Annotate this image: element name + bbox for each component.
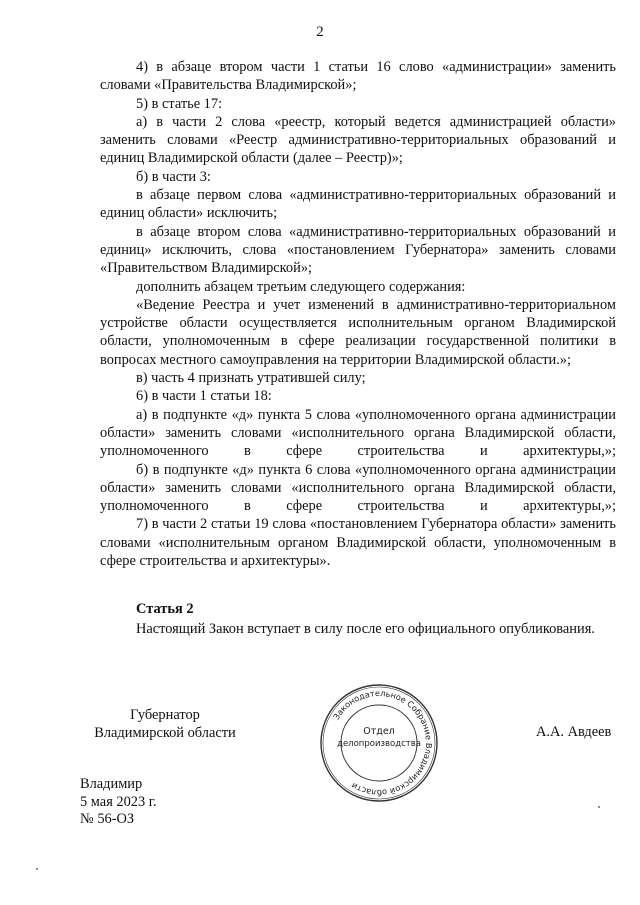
article-2-heading: Статья 2 [136, 601, 194, 617]
signer-title [80, 706, 250, 743]
paragraph: дополнить абзацем третьим следующего содержания: [136, 278, 466, 295]
article-2-text: Настоящий Закон вступает в силу после его официального опубликования. [136, 621, 595, 637]
paragraph: «Ведение Реестра и учет изменений в административно-территориальном устройстве области осуществляется исполнительным органом Владимирской области, уполномоченным в сфере реализации государственной политики в вопросах местного самоуправления на территории Владимирской области.»; [100, 296, 616, 368]
page-number: 2 [316, 24, 324, 40]
scan-speck [598, 806, 600, 808]
paragraph: б) в подпункте «д» пункта 6 слова «уполномоченного органа администрации области» заменить словами «исполнительного органа Владимирской области, уполномоченного в сфере строительства и архитектуры,»; [100, 461, 616, 515]
paragraph: б) в части 3: [136, 168, 211, 185]
paragraph: в абзаце втором слова «административно-территориальных образований и единиц» исключить, слова «постановлением Губернатора» заменить словами «Правительством Владимирской»; [100, 223, 616, 277]
signer-title-line1: Губернатор [130, 707, 200, 723]
article-2-body [100, 620, 616, 638]
official-stamp [318, 682, 440, 804]
scan-speck [36, 868, 38, 870]
law-number: № 56-ОЗ [80, 811, 135, 827]
signer-name: А.А. Авдеев [536, 724, 612, 740]
paragraph: 7) в части 2 статьи 19 слова «постановлением Губернатора области» заменить словами «исполнительным органом Владимирской области, уполномоченным в сфере строительства и архитектуры». [100, 516, 616, 570]
city: Владимир [80, 776, 143, 792]
paragraph: а) в части 2 слова «реестр, который ведется администрацией области» заменить словами «Реестр административно-территориальных образований и единиц Владимирской области (далее – Реестр)»; [100, 113, 616, 167]
signer-title-line2: Владимирской области [94, 725, 236, 742]
stamp-ring-text: Законодательное Собрание Владимирской области [330, 687, 435, 799]
paragraph: а) в подпункте «д» пункта 5 слова «уполномоченного органа администрации области» заменить словами «исполнительного органа Владимирской области, уполномоченного в сфере строительства и архитектуры,»; [100, 406, 616, 460]
paragraph: в абзаце первом слова «административно-территориальных образований и единиц области» исключить; [100, 187, 616, 222]
amendments-text [100, 58, 616, 570]
paragraph: 5) в статье 17: [136, 95, 223, 112]
place-date-block [80, 776, 157, 829]
paragraph: 4) в абзаце втором части 1 статьи 16 слово «администрации» заменить словами «Правительства Владимирской»; [100, 59, 616, 94]
paragraph: 6) в части 1 статьи 18: [136, 388, 272, 405]
stamp-center-line2: делопроизводства [337, 739, 421, 749]
date: 5 мая 2023 г. [80, 793, 157, 810]
stamp-center-line1: Отдел [363, 726, 395, 737]
paragraph: в) часть 4 признать утратившей силу; [136, 370, 366, 387]
